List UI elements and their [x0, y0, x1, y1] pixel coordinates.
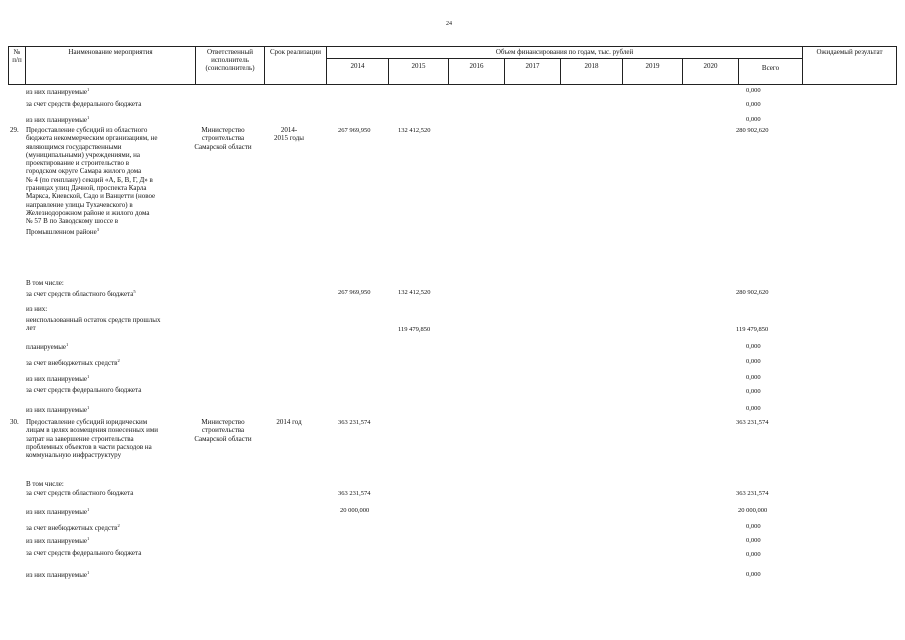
- item-30-number: 30.: [10, 418, 19, 426]
- cell-2014: 363 231,574: [338, 490, 371, 497]
- total-cell: 0,000: [746, 101, 761, 108]
- table-row: за счет средств областного бюджета: [26, 489, 134, 497]
- year-2016-header: 2016: [469, 62, 484, 70]
- including-label: В том числе:: [26, 480, 64, 488]
- item-29-name: Предоставление субсидий из областного бюджета некоммерческим организациям, не являющимся государственными (муниципальными) учреждениями, на проектирование и строительство в городском округе Самара жилого дома № 4 (по генплану) секций «А, Б, В, Г, Д» в границах улиц Дачной, проспекта Карла Маркса, Киевской, Садо и Ванцетти (новое направление улицы Тухачевского) в Железнодорожном районе и жилого дома № 57 В по Заводскому шоссе в Промышленном районе$^3$: [26, 126, 158, 236]
- table-row: из них планируемые$^1$: [26, 507, 90, 516]
- total-cell: 0,000: [746, 358, 761, 365]
- table-row: за счет внебюджетных средств$^2$: [26, 523, 120, 532]
- col-exec-header: Ответственный исполнитель (соисполнитель): [205, 48, 255, 72]
- table-row: из них планируемые$^1$: [26, 374, 90, 383]
- total-cell: 0,000: [746, 87, 761, 94]
- total-cell: 0,000: [746, 571, 761, 578]
- year-2019-header: 2019: [645, 62, 660, 70]
- col-funding-header: Объем финансирования по годам, тыс. рублей: [495, 48, 634, 56]
- total-cell: 0,000: [746, 388, 761, 395]
- item-30-term: 2014 год: [276, 418, 302, 426]
- col-term-header: Срок реализации: [269, 48, 322, 56]
- including-label: В том числе:: [26, 279, 64, 287]
- item-30-2014: 363 231,574: [338, 419, 371, 426]
- total-cell: 20 000,000: [738, 507, 768, 514]
- table-row: планируемые$^1$: [26, 342, 69, 351]
- item-29-executor: Министерство строительства Самарской области: [194, 126, 252, 151]
- total-cell: 0,000: [746, 551, 761, 558]
- table-row: за счет средств федерального бюджета: [26, 386, 142, 394]
- total-cell: 280 902,620: [736, 289, 769, 296]
- cell-2014: 267 969,950: [338, 289, 371, 296]
- col-no-header: № п/п: [12, 48, 22, 64]
- year-2014-header: 2014: [350, 62, 365, 70]
- total-cell: 0,000: [746, 537, 761, 544]
- table-row: за счет средств федерального бюджета: [26, 549, 142, 557]
- item-30-executor: Министерство строительства Самарской области: [194, 418, 252, 443]
- year-2020-header: 2020: [703, 62, 718, 70]
- total-cell: 0,000: [746, 343, 761, 350]
- table-row: из них планируемые$^1$: [26, 87, 90, 96]
- item-29-total: 280 902,620: [736, 127, 769, 134]
- total-cell: 0,000: [746, 405, 761, 412]
- year-2018-header: 2018: [584, 62, 599, 70]
- item-29-2015: 132 412,520: [398, 127, 431, 134]
- cell-2015: 132 412,520: [398, 289, 431, 296]
- item-29-2014: 267 969,950: [338, 127, 371, 134]
- table-row: за счет средств федерального бюджета: [26, 100, 142, 108]
- total-cell: 0,000: [746, 374, 761, 381]
- cell-2014: 20 000,000: [340, 507, 370, 514]
- total-cell: 119 479,850: [736, 326, 769, 333]
- total-cell: 0,000: [746, 523, 761, 530]
- col-name-header: Наименование мероприятия: [68, 48, 153, 56]
- item-30-name: Предоставление субсидий юридическим лицам в целях возмещения понесенных ими затрат на завершение строительства проблемных объектов в части расходов на коммунальную инфраструктуру: [26, 418, 159, 460]
- table-row: неиспользованный остаток средств прошлых лет: [26, 316, 161, 333]
- col-result-header: Ожидаемый результат: [816, 48, 883, 56]
- table-row: из них планируемые$^1$: [26, 115, 90, 124]
- table-row: из них планируемые$^1$: [26, 536, 90, 545]
- total-cell: 0,000: [746, 116, 761, 123]
- page-number: 24: [446, 21, 452, 27]
- cell-2015: 119 479,850: [398, 326, 431, 333]
- item-29-number: 29.: [10, 126, 19, 134]
- table-row: из них:: [26, 305, 48, 313]
- item-30-total: 363 231,574: [736, 419, 769, 426]
- table-row: за счет средств областного бюджета$^5$: [26, 289, 136, 298]
- table-row: за счет внебюджетных средств$^2$: [26, 358, 120, 367]
- table-row: из них планируемые$^1$: [26, 570, 90, 579]
- item-29-term: 2014- 2015 годы: [273, 126, 304, 143]
- total-cell: 363 231,574: [736, 490, 769, 497]
- table-header: [8, 46, 897, 84]
- year-2017-header: 2017: [525, 62, 540, 70]
- total-header: Всего: [761, 64, 780, 72]
- year-2015-header: 2015: [411, 62, 426, 70]
- table-row: из них планируемые$^1$: [26, 405, 90, 414]
